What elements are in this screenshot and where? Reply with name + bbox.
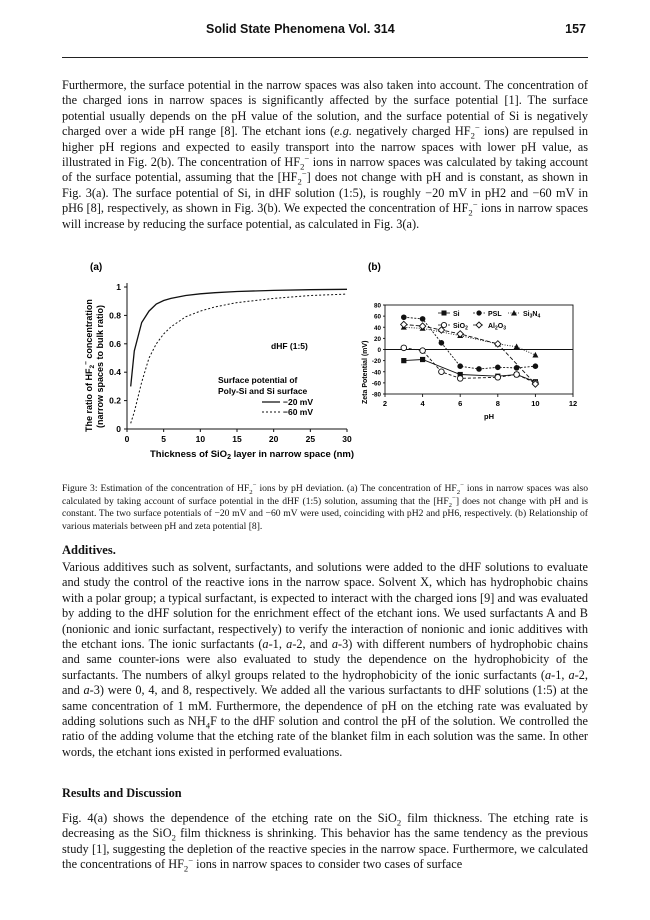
legend-psl-label: PSL xyxy=(488,311,502,318)
figure-3-caption: Figure 3: Estimation of the concentration of $HF_2^-$ ions by pH deviation. (a) The concentration of $HF_2^-$ ions in narrow spaces was also calculated by taking account of surface potential in the dHF (1:5) solution, assuming that the $[HF_2^-]$ does not change with pH and is constant. The two surface potentials of −20 mV and −60 mV were used, coinciding with pH2 and pH6, respectively. (b) Relationship of various materials between pH and zeta potential [8]. xyxy=(62,481,588,532)
series-sio2-point xyxy=(439,369,445,375)
panel-a-label: (a) xyxy=(90,262,103,273)
panel-a-xtick-label: 5 xyxy=(161,434,167,444)
panel-b-xtick-label: 6 xyxy=(458,399,463,408)
series-si-point xyxy=(420,357,425,362)
panel-a-xtick-label: 0 xyxy=(124,434,130,444)
panel-a-xtick-label: 30 xyxy=(342,434,352,444)
panel-b-xtick-label: 12 xyxy=(568,399,578,408)
legend-psl-marker xyxy=(476,310,481,315)
series-psl-point xyxy=(533,363,539,369)
legend-al2o3-marker xyxy=(476,322,482,328)
series-minus20mv-line xyxy=(131,289,347,386)
panel-b-xlabel: pH xyxy=(484,412,494,421)
panel-b-label: (b) xyxy=(368,262,381,273)
panel-b-legend xyxy=(438,310,540,332)
legend-sio2-marker xyxy=(441,322,446,327)
panel-a-xtick-label: 10 xyxy=(195,434,206,444)
legend-title-line2: Poly-Si and Si surface xyxy=(218,386,308,396)
series-si3n4-point xyxy=(514,344,520,350)
legend-al2o3-label: $Al_2O_3$ xyxy=(488,323,507,332)
series-psl-point xyxy=(495,365,501,371)
panel-b-ytick-label: 80 xyxy=(373,302,381,310)
legend-solid-label: −20 mV xyxy=(283,397,314,407)
panel-a-xtick-label: 20 xyxy=(268,434,279,444)
panel-a-ticks xyxy=(109,282,352,444)
legend-title-line1: Surface potential of xyxy=(218,375,298,385)
page-header xyxy=(62,22,588,44)
panel-b-xtick-label: 4 xyxy=(420,399,425,408)
panel-a-xtick-label: 15 xyxy=(232,434,242,444)
paragraph-results: Fig. 4(a) shows the dependence of the etching rate on the SiO$_2$ film thickness. The etching rate is decreasing as the SiO$_2$ film thickness is shrinking. This behavior has the same tendency as the previous study [1], suggesting the depletion of the reactive species in the narrow space. Furthermore, we calculated the concentrations of $HF_2^-$ ions in narrow spaces to consider two cases of surface xyxy=(62,811,588,874)
panel-b-xtick-label: 8 xyxy=(495,399,500,408)
legend-si-label: Si xyxy=(453,311,460,318)
series-sio2-point xyxy=(401,345,407,351)
legend-si3n4-label: $Si_3N_4$ xyxy=(523,311,541,320)
series-sio2-point xyxy=(420,348,426,354)
series-sio2-point xyxy=(514,372,520,378)
figure-3 xyxy=(80,254,600,476)
results-heading: Results and Discussion xyxy=(62,786,182,800)
panel-b-ytick-label: 20 xyxy=(373,335,381,343)
figure-3-svg xyxy=(80,254,600,476)
panel-b-xtick-label: 10 xyxy=(531,399,540,408)
series-sio2-point xyxy=(495,375,501,381)
panel-b-ytick-label: -40 xyxy=(371,369,381,377)
series-si-point xyxy=(401,358,406,363)
panel-b-ytick-label: 40 xyxy=(373,324,381,332)
panel-b-ylabel: Zeta Potential (mV) xyxy=(362,340,369,404)
panel-a-ytick-label: 0 xyxy=(116,424,121,434)
series-psl-point xyxy=(420,316,426,322)
svg-text:(narrow spaces to bulk ratio): (narrow spaces to bulk ratio) xyxy=(95,304,105,428)
series-sio2-point xyxy=(457,376,463,382)
additives-heading: Additives. xyxy=(62,543,116,557)
svg-text:The ratio of HF2− concentratio: The ratio of $HF_2^-$ concentration xyxy=(83,299,96,432)
panel-a-axes xyxy=(127,283,347,429)
panel-b-xtick-label: 2 xyxy=(382,399,388,408)
series-psl-point xyxy=(401,314,407,320)
legend-dashed-label: −60 mV xyxy=(283,407,314,417)
legend-si-marker xyxy=(442,311,447,316)
journal-title: Solid State Phenomena Vol. 314 xyxy=(206,22,395,36)
series-al2o3-point xyxy=(401,321,407,327)
panel-a-xtick-label: 25 xyxy=(305,434,316,444)
legend-sio2-label: SiO$_2$ xyxy=(453,323,468,332)
panel-b-ytick-label: 60 xyxy=(373,313,381,321)
panel-a-ylabel xyxy=(83,299,105,432)
series-psl-point xyxy=(439,340,445,346)
panel-a-note: dHF (1:5) xyxy=(271,341,308,351)
paragraph-additives: Various additives such as solvent, surfactants, and solutions were added to the dHF solutions to evaluate and study the control of the reactive ions in the narrow space. Solvent X, which has hydrophobic chains with a polar group; a typical surfactant, is expected to interact with the charged ions [9] and was evaluated by adding to the dHF solution for the enrichment effect of the etchant ions. We used surfactants A and B (nonionic and ionic surfactant, respectively) to verify the interaction of nonionic and ionic additives with the etchant ions. The ionic surfactants (a-1, a-2, and a-3) with different numbers of hydrophobic chains and same counter-ions were also evaluated to study the dependence on the hydrophobicity of the surfactants. The numbers of alkyl groups related to the hydrophobicity of the ionic surfactants (a-1, a-2, and a-3) were 0, 4, and 8, respectively. We added all the various surfactants to dHF solutions (1:5) at the same concentration of 1 mM. Furthermore, the dependence of pH on the etching rate was evaluated by adding solutions such as $NH_4F$ to the dHF solution and control the pH of the solution. We controlled the ratio of the adding volume that the etching rate of the blanket film in each solution was the same. In other words, the etchant ions existed in performed evaluations. xyxy=(62,560,588,759)
panel-b-axes xyxy=(385,305,573,394)
panel-b-ytick-label: 0 xyxy=(377,347,381,354)
panel-a-ytick-label: 0.2 xyxy=(109,395,121,406)
paragraph-surface-potential: Furthermore, the surface potential in the narrow spaces was also taken into account. The concentration of the charged ions in narrow spaces is significantly affected by the surface potential [1]. The surface potential usually depends on the pH value of the solution, and the surface potential of Si is negatively charged over a wide pH range [8]. The etchant ions (e.g. negatively charged $HF_2^-$ ions) are repulsed in higher pH regions and expected to easily transport into the narrow spaces with lower pH value, as illustrated in Fig. 2(b). The concentration of $HF_2^-$ ions in narrow spaces was calculated by taking account of the surface potential, assuming that the $[HF_2^-]$ does not change with pH and is constant, as shown in Fig. 3(a). The surface potential of Si, in dHF solution (1:5), is roughly −20 mV in pH2 and −60 mV in pH6 [8], respectively, as shown in Fig. 3(b). We expected the concentration of $HF_2^-$ ions in narrow spaces will increase by reducing the surface potential, as calculated in Fig. 3(a). xyxy=(62,78,589,231)
header-rule xyxy=(62,57,588,58)
panel-b-ytick-label: -60 xyxy=(371,380,381,388)
page-number: 157 xyxy=(565,22,586,36)
series-al2o3-point xyxy=(457,331,463,337)
panel-a-ytick-label: 0.4 xyxy=(109,367,121,378)
series-al2o3-point xyxy=(419,323,425,329)
series-psl-point xyxy=(457,363,463,369)
series-si3n4-point xyxy=(532,352,538,358)
series-psl-point xyxy=(476,366,482,372)
panel-b-ytick-label: -80 xyxy=(371,391,381,399)
panel-b-series xyxy=(401,314,539,387)
series-minus60mv-line xyxy=(131,294,347,423)
panel-a-ytick-label: 0.6 xyxy=(109,338,121,349)
panel-a-ytick-label: 1 xyxy=(116,282,121,292)
panel-a-xlabel: Thickness of SiO$_2$ layer in narrow space (nm) xyxy=(150,449,354,461)
panel-b-ytick-label: -20 xyxy=(371,358,381,366)
panel-a-ytick-label: 0.8 xyxy=(109,310,121,321)
